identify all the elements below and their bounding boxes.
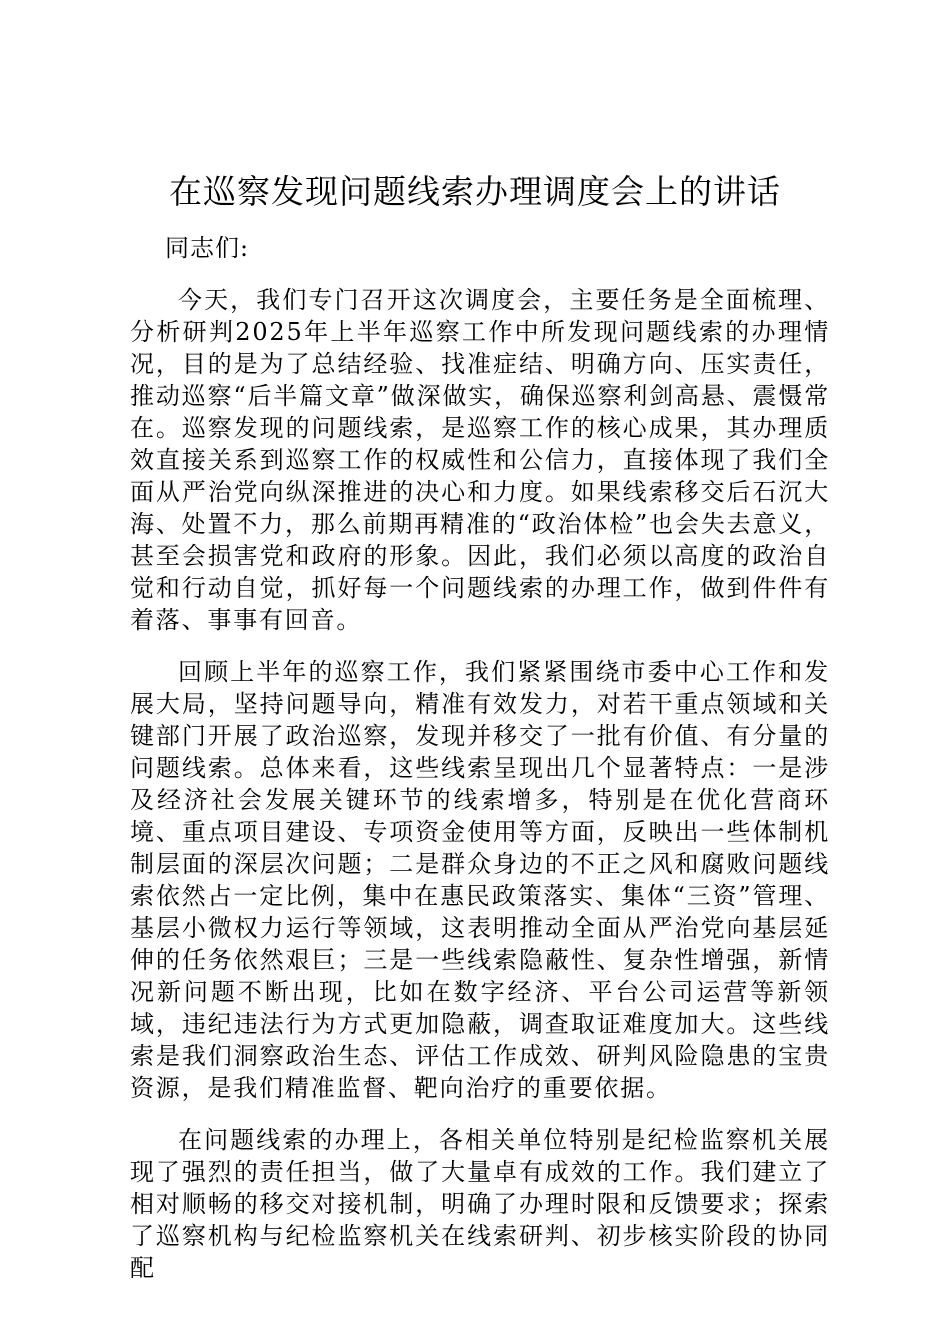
- document-body: [130, 284, 830, 1304]
- salutation: 同志们:: [165, 234, 250, 262]
- document-title: 在巡察发现问题线索办理调度会上的讲话: [169, 172, 781, 211]
- paragraph-2: 回顾上半年的巡察工作，我们紧紧围绕市委中心工作和发展大局，坚持问题导向，精准有效发力，对若干重点领域和关键部门开展了政治巡察，发现并移交了一批有价值、有分量的问题线索。总体来看，这些线索呈现出几个显著特点：一是涉及经济社会发展关键环节的线索增多，特别是在优化营商环境、重点项目建设、专项资金使用等方面，反映出一些体制机制层面的深层次问题；二是群众身边的不正之风和腐败问题线索依然占一定比例，集中在惠民政策落实、集体“三资”管理、基层小微权力运行等领域，这表明推动全面从严治党向基层延伸的任务依然艰巨；三是一些线索隐蔽性、复杂性增强，新情况新问题不断出现，比如在数字经济、平台公司运营等新领域，违纪违法行为方式更加隐蔽，调查取证难度加大。这些线索是我们洞察政治生态、评估工作成效、研判风险隐患的宝贵资源，是我们精准监督、靶向治疗的重要依据。: [130, 658, 830, 1102]
- paragraph-1: 今天，我们专门召开这次调度会，主要任务是全面梳理、分析研判2025年上半年巡察工作中所发现问题线索的办理情况，目的是为了总结经验、找准症结、明确方向、压实责任，推动巡察“后半篇文章”做深做实，确保巡察利剑高悬、震慑常在。巡察发现的问题线索，是巡察工作的核心成果，其办理质效直接关系到巡察工作的权威性和公信力，直接体现了我们全面从严治党向纵深推进的决心和力度。如果线索移交后石沉大海、处置不力，那么前期再精准的“政治体检”也会失去意义，甚至会损害党和政府的形象。因此，我们必须以高度的政治自觉和行动自觉，抓好每一个问题线索的办理工作，做到件件有着落、事事有回音。: [130, 286, 830, 634]
- paragraph-3: 在问题线索的办理上，各相关单位特别是纪检监察机关展现了强烈的责任担当，做了大量卓有成效的工作。我们建立了相对顺畅的移交对接机制，明确了办理时限和反馈要求；探索了巡察机构与纪检监察机关在线索研判、初步核实阶段的协同配: [130, 1126, 830, 1282]
